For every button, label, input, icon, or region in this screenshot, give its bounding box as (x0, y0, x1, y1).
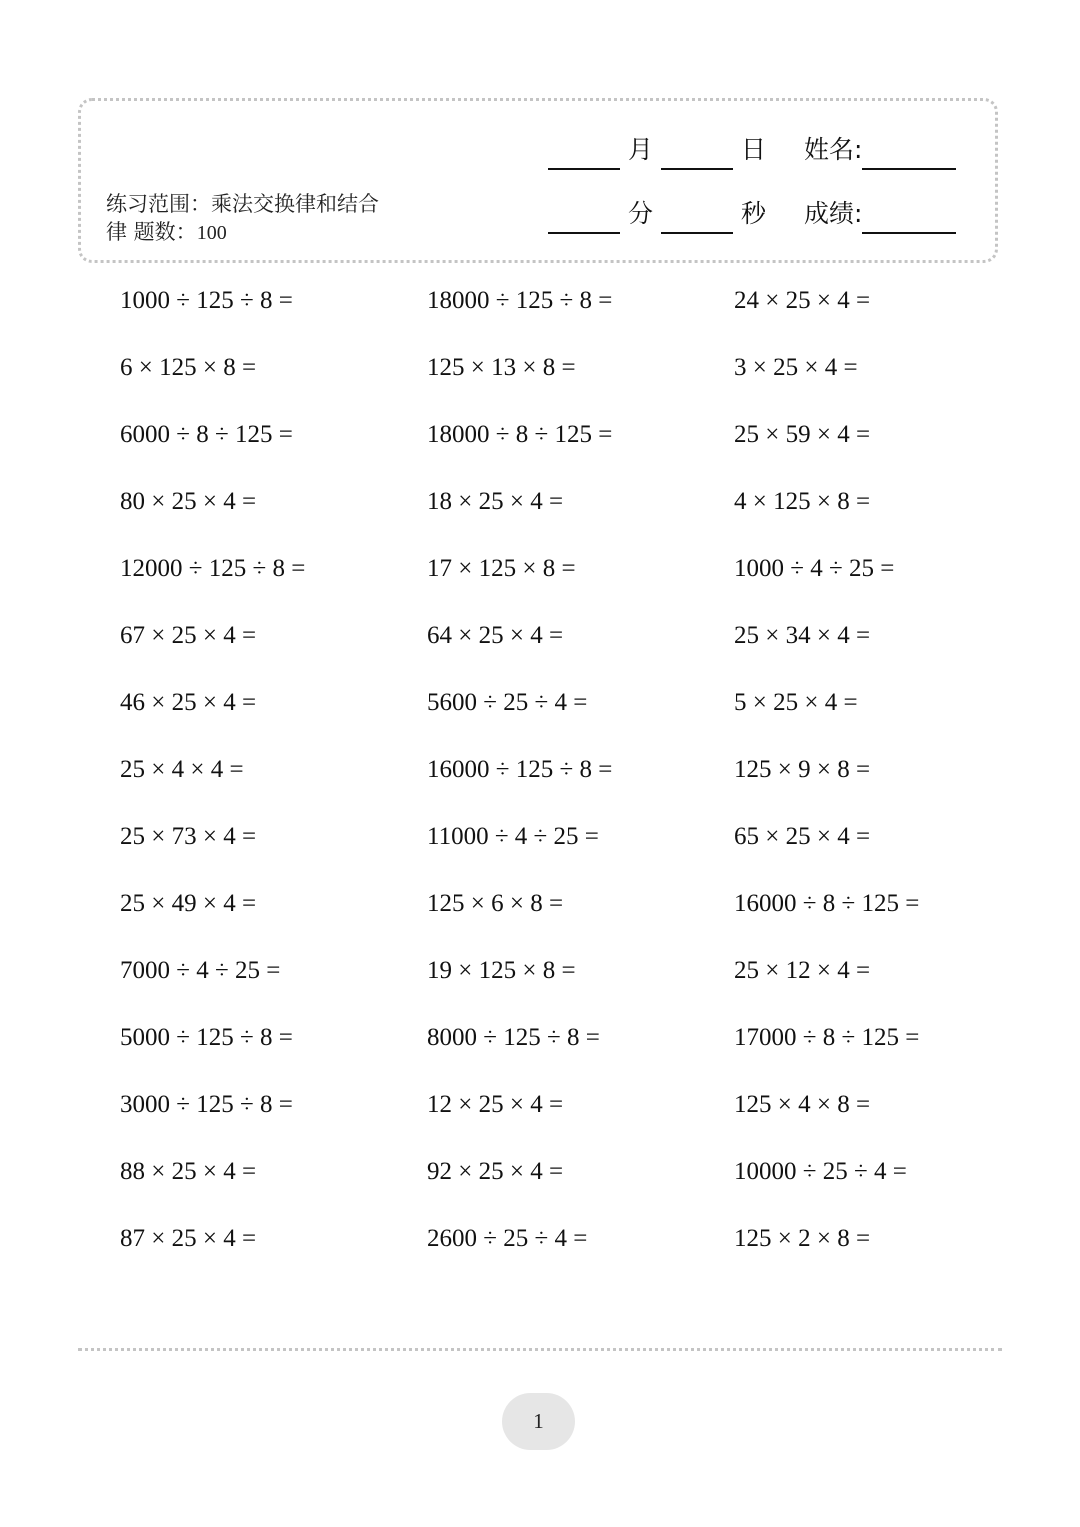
second-blank[interactable] (661, 204, 733, 234)
problem-item: 10000 ÷ 25 ÷ 4 = (734, 1158, 907, 1185)
problem-row (120, 481, 980, 548)
problem-item: 18 × 25 × 4 = (427, 488, 564, 515)
problem-item: 65 × 25 × 4 = (734, 823, 871, 850)
problem-row (120, 1017, 980, 1084)
problem-item: 3 × 25 × 4 = (734, 354, 858, 381)
problem-row (120, 883, 980, 950)
problem-row (120, 414, 980, 481)
problem-item: 3000 ÷ 125 ÷ 8 = (120, 1091, 293, 1118)
problem-row (120, 816, 980, 883)
practice-range-line-2 (106, 218, 406, 247)
problem-item: 25 × 49 × 4 = (120, 890, 257, 917)
problem-item: 125 × 4 × 8 = (734, 1091, 871, 1118)
problem-item: 25 × 4 × 4 = (120, 756, 244, 783)
minute-blank[interactable] (548, 204, 620, 234)
footer-divider (78, 1348, 1002, 1351)
problem-row (120, 749, 980, 816)
name-label: 姓名: (804, 135, 863, 164)
problem-item: 64 × 25 × 4 = (427, 622, 564, 649)
problem-item: 17 × 125 × 8 = (427, 555, 576, 582)
month-blank[interactable] (548, 140, 620, 170)
page-number-badge: 1 (502, 1393, 575, 1450)
problem-item: 88 × 25 × 4 = (120, 1158, 257, 1185)
question-count-label: 律 题数： (106, 220, 197, 244)
problem-item: 11000 ÷ 4 ÷ 25 = (427, 823, 599, 850)
problem-item: 5 × 25 × 4 = (734, 689, 858, 716)
problem-item: 5000 ÷ 125 ÷ 8 = (120, 1024, 293, 1051)
problem-row (120, 682, 980, 749)
practice-range-line-1: 练习范围：乘法交换律和结合 (106, 192, 379, 216)
problem-item: 125 × 13 × 8 = (427, 354, 576, 381)
problem-item: 12 × 25 × 4 = (427, 1091, 564, 1118)
problem-item: 7000 ÷ 4 ÷ 25 = (120, 957, 281, 984)
problem-item: 16000 ÷ 125 ÷ 8 = (427, 756, 613, 783)
problem-item: 18000 ÷ 125 ÷ 8 = (427, 287, 613, 314)
problem-row (120, 347, 980, 414)
problem-item: 1000 ÷ 125 ÷ 8 = (120, 287, 293, 314)
problem-item: 25 × 34 × 4 = (734, 622, 871, 649)
problem-row (120, 1218, 980, 1285)
problem-row (120, 548, 980, 615)
problem-item: 25 × 73 × 4 = (120, 823, 257, 850)
problem-item: 8000 ÷ 125 ÷ 8 = (427, 1024, 600, 1051)
problem-item: 25 × 59 × 4 = (734, 421, 871, 448)
problem-item: 16000 ÷ 8 ÷ 125 = (734, 890, 920, 917)
problem-row (120, 950, 980, 1017)
day-blank[interactable] (661, 140, 733, 170)
practice-range-info (106, 190, 406, 247)
problem-row (120, 1151, 980, 1218)
problem-item: 12000 ÷ 125 ÷ 8 = (120, 555, 306, 582)
problem-item: 6000 ÷ 8 ÷ 125 = (120, 421, 293, 448)
problem-item: 92 × 25 × 4 = (427, 1158, 564, 1185)
problem-item: 19 × 125 × 8 = (427, 957, 576, 984)
date-name-row (548, 130, 956, 170)
problem-item: 125 × 6 × 8 = (427, 890, 564, 917)
problem-item: 17000 ÷ 8 ÷ 125 = (734, 1024, 920, 1051)
problem-item: 24 × 25 × 4 = (734, 287, 871, 314)
problem-item: 25 × 12 × 4 = (734, 957, 871, 984)
problem-item: 46 × 25 × 4 = (120, 689, 257, 716)
problem-row (120, 1084, 980, 1151)
problem-item: 5600 ÷ 25 ÷ 4 = (427, 689, 588, 716)
minute-label: 分 (628, 199, 654, 228)
question-count-value: 100 (196, 222, 227, 244)
problem-item: 67 × 25 × 4 = (120, 622, 257, 649)
day-label: 日 (741, 135, 767, 164)
problem-item: 80 × 25 × 4 = (120, 488, 257, 515)
time-score-row (548, 194, 956, 234)
name-blank[interactable] (862, 140, 956, 170)
problem-item: 6 × 125 × 8 = (120, 354, 257, 381)
problem-grid (120, 280, 980, 1285)
problem-item: 87 × 25 × 4 = (120, 1225, 257, 1252)
month-label: 月 (628, 135, 654, 164)
score-blank[interactable] (862, 204, 956, 234)
problem-row (120, 615, 980, 682)
problem-item: 125 × 2 × 8 = (734, 1225, 871, 1252)
score-label: 成绩: (804, 199, 863, 228)
problem-item: 1000 ÷ 4 ÷ 25 = (734, 555, 895, 582)
problem-item: 18000 ÷ 8 ÷ 125 = (427, 421, 613, 448)
problem-row (120, 280, 980, 347)
second-label: 秒 (741, 199, 767, 228)
problem-item: 125 × 9 × 8 = (734, 756, 871, 783)
problem-item: 4 × 125 × 8 = (734, 488, 871, 515)
problem-item: 2600 ÷ 25 ÷ 4 = (427, 1225, 588, 1252)
